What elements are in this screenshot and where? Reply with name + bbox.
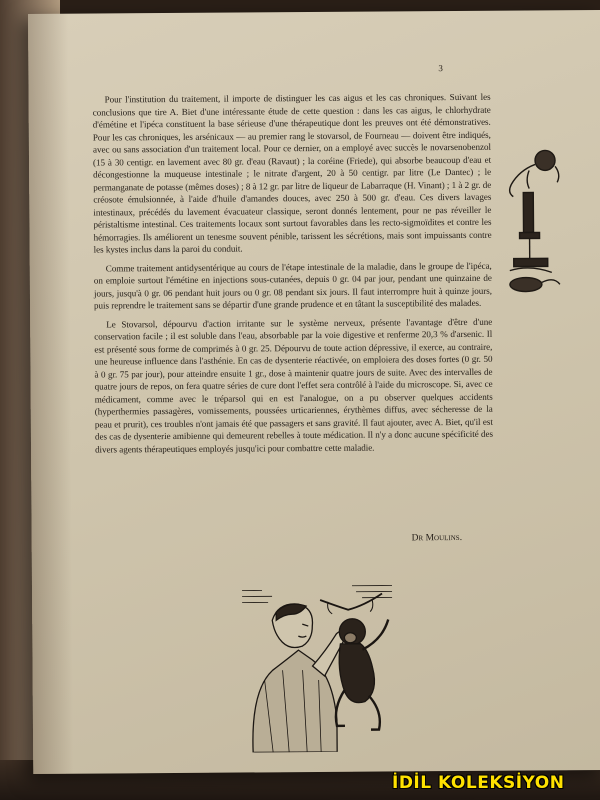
man-chimpanzee-illustration	[232, 579, 403, 752]
paragraph-1: Pour l'institution du traitement, il importe de distinguer les cas aigus et les cas chroniques. Suivant les conclusions que tire A. Biet d'une intéressante étude de cette question : dans les cas aigus, le chlorhydrate d'émétine et l'ipéca constituent la base sérieuse d'une thérapeutique dont les preuves ont été démonstratives. Pour les cas chroniques, les arsénicaux — au premier rang le stovarsol, de Fourneau — doivent être indiqués, avec ou sans association d'un traitement local. Pour ce dernier, on a employé avec succès le novarsenobenzol (15 à 30 centigr. en lavement avec 80 gr. d'eau (Ravaut) ; la coréine (Friede), qui absorbe beaucoup d'eau et décongestionne la muqueuse intestinale ; le nitrate d'argent, 20 à 50 centigr. par litre (Le Dantec) ; le permanganate de potasse (mêmes doses) ; 8 à 12 gr. par litre de liqueur de Labarraque (H. Vinant) ; 1 à 2 gr. de créosote émulsionnée, à l'aide d'huile d'amandes douces, avec 250 à 500 gr. d'eau. Ces divers lavages intestinaux, précédés du lavement évacuateur classique, seront donnés lentement, pour ne pas réveiller le péristaltisme intestinal. Ces traitements locaux sont surtout favorables dans les recto-sigmoïdites et contre les hémorragies. Ils améliorent un tenesme souvent pénible, tarissent les sécrétions, mais sont impuissants contre les kystes inclus dans la paroi du conduit.	[92, 91, 492, 255]
page-number: 3	[438, 63, 443, 74]
microscope-monkey-illustration	[489, 140, 570, 301]
paragraph-2: Comme traitement antidysentérique au cours de l'étape intestinale de la maladie, dans le groupe de l'ipéca, on emploie surtout l'émétine en injections sous-cutanées, depuis 0 gr. 04 par jour, pendant une quinzaine de jours, jusqu'à 0 gr. 06 pendant huit jours ou 0 gr. 08 pendant six jours. Il faut interrompre huit à quinze jours, puis reprendre le traitement sans se départir d'une grande prudence et en tâtant la susceptibilité des malades.	[93, 260, 492, 311]
collection-watermark: İDİL KOLEKSİYON	[392, 773, 565, 793]
paragraph-3: Le Stovarsol, dépourvu d'action irritante sur le système nerveux, présente l'avantage d'être d'une conservation facile ; il est soluble dans l'eau, absorbable par la voie digestive et renferme 20,3 % d'arsenic. Il est présenté sous forme de comprimés à 0 gr. 25. Dépourvu de toute action dépressive, il exerce, au contraire, une heureuse influence dans l'asthénie. En cas de dysenterie réactivée, on emploiera des doses fortes (0 gr. 50 à 0 gr. 75 par jour), pour atteindre ensuite 1 gr., dose à maintenir quatre jours de suite. Avec des intervalles de quatre jours de repos, on fera quatre séries de cure dont l'effet sera contrôlé à l'aide du microscope. Si, avec ce médicament, comme avec le tréparsol qui en est l'analogue, on a pu observer quelques accidents (hyperthermies passagères, vomissements, poussées urticariennes, érythèmes diffus, avec sécheresse de la peau et prurit), ces troubles n'ont jamais été que passagers et sans gravité. Il faut ajouter, avec A. Biet, qu'il est des cas de dysenterie amibienne qui demeurent rebelles à toute médication. Il n'y a donc aucune spécificité des divers agents thérapeutiques employés jusqu'ici pour combattre cette maladie.	[94, 316, 493, 455]
article-body	[93, 91, 494, 462]
author-signature: Dr Moulins.	[411, 532, 463, 544]
page-fold-shadow	[28, 14, 73, 774]
document-page	[28, 10, 600, 774]
